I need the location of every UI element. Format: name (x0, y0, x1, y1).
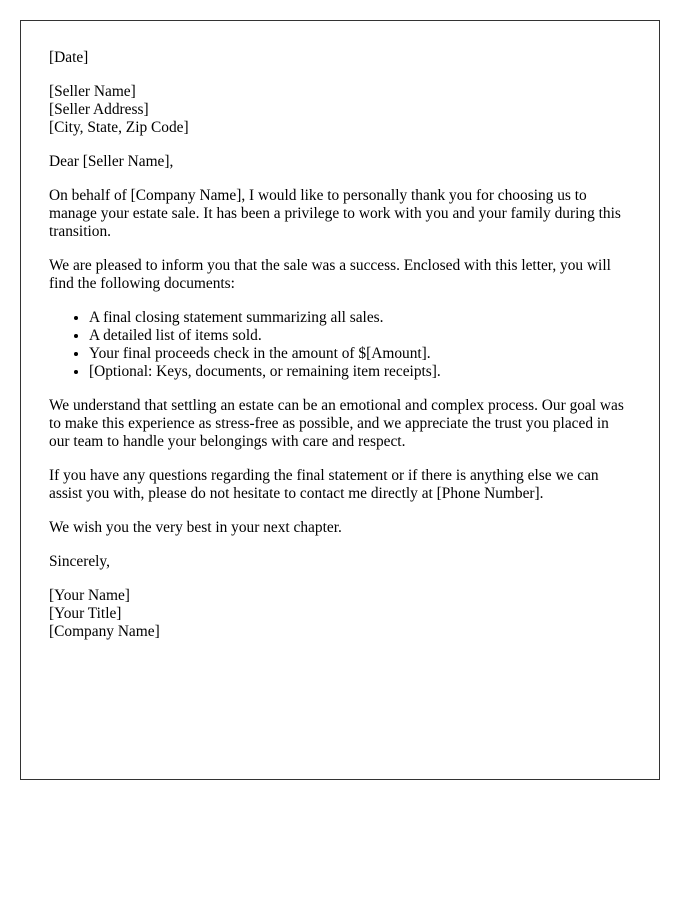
sign-off: Sincerely, (49, 553, 110, 570)
body-paragraph-appreciation: We understand that settling an estate can be an emotional and complex process. Our goal was to make this experience as stress-free as possible, and we appreciate the trust you placed in our team to handle your belongings with care and respect. (49, 397, 624, 450)
list-item: • A final closing statement summarizing all sales. (89, 309, 631, 327)
recipient-city-state-zip: [City, State, Zip Code] (49, 119, 189, 136)
letter-date: [Date] (49, 49, 89, 66)
signature-company: [Company Name] (49, 623, 160, 640)
salutation: Dear [Seller Name], (49, 153, 174, 170)
list-item: • A detailed list of items sold. (89, 327, 631, 345)
signature-title: [Your Title] (49, 605, 122, 622)
signature-block (49, 587, 631, 641)
list-item: • Your final proceeds check in the amount of $[Amount]. (89, 345, 631, 363)
recipient-address-block (49, 83, 631, 137)
body-paragraph-contact: If you have any questions regarding the final statement or if there is anything else we can assist you with, please do not hesitate to contact me directly at [Phone Number]. (49, 467, 599, 502)
letter-page (20, 20, 660, 780)
body-paragraph-enclosures: We are pleased to inform you that the sale was a success. Enclosed with this letter, you will find the following documents: (49, 257, 611, 292)
list-item: • [Optional: Keys, documents, or remaining item receipts]. (89, 363, 631, 381)
enclosed-documents-list (49, 309, 631, 381)
signature-name: [Your Name] (49, 587, 130, 604)
recipient-address: [Seller Address] (49, 101, 149, 118)
body-paragraph-thanks: On behalf of [Company Name], I would like to personally thank you for choosing us to manage your estate sale. It has been a privilege to work with you and your family during this transition. (49, 187, 621, 240)
recipient-name: [Seller Name] (49, 83, 136, 100)
body-paragraph-wishes: We wish you the very best in your next chapter. (49, 519, 342, 536)
